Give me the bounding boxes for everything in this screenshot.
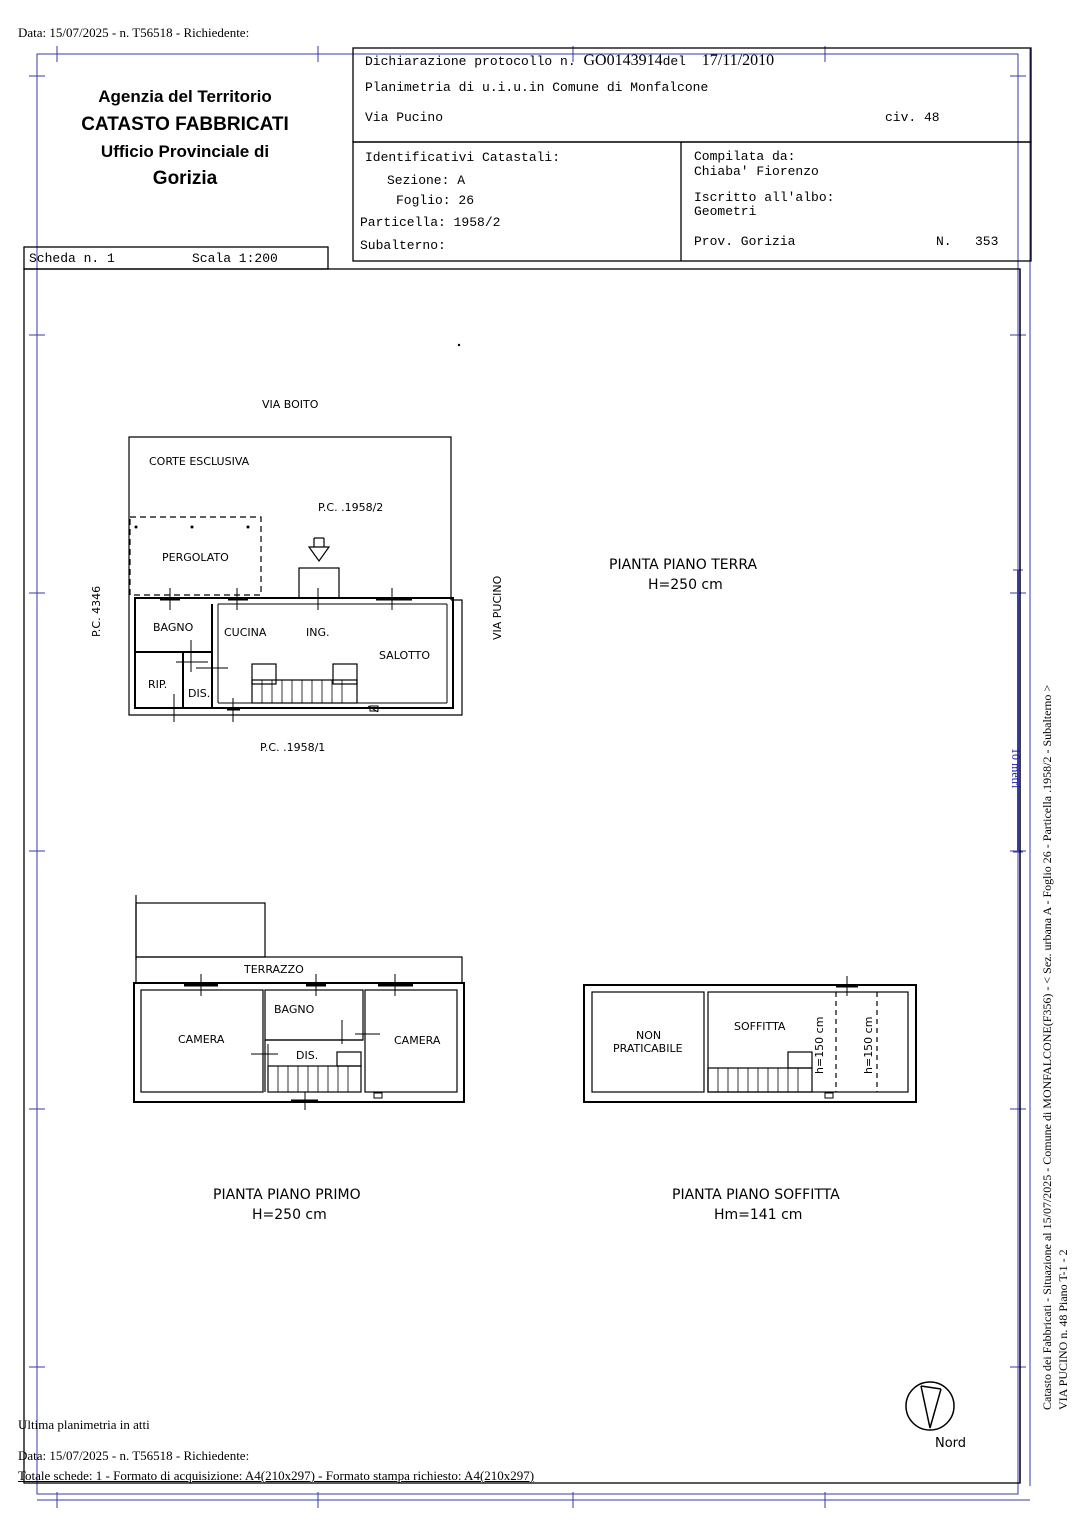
catasto-title: CATASTO FABBRICATI <box>81 114 289 135</box>
corte-label: CORTE ESCLUSIVA <box>149 455 250 468</box>
office-city: Gorizia <box>152 168 218 189</box>
office-label: Ufficio Provinciale di <box>100 142 270 161</box>
terrazzo-label: TERRAZZO <box>244 963 304 976</box>
particella: Particella: 1958/2 <box>360 215 501 230</box>
side-caption: Catasto dei Fabbricati - Situazione al 15/07/2025 - Comune di MONFALCONE(F356) - < Sez. urbana A - Foglio 26 - Particella .1958/2 - Subalterno > <box>1040 684 1054 1410</box>
attic-height-1: h=150 cm <box>813 1016 826 1074</box>
non-label: NON <box>636 1029 662 1042</box>
footer-request: Data: 15/07/2025 - n. T56518 - Richiedente: <box>18 1448 250 1463</box>
room-ingresso: ING. <box>306 626 330 639</box>
compiler-name: Chiaba' Fiorenzo <box>694 164 819 179</box>
province: Prov. Gorizia <box>694 234 796 249</box>
ground-floor-title: PIANTA PIANO TERRA <box>609 557 758 573</box>
attic-height: Hm=141 cm <box>714 1207 803 1223</box>
attic-title: PIANTA PIANO SOFFITTA <box>672 1187 840 1203</box>
room-disimpegno: DIS. <box>188 687 211 700</box>
pc-top-label: P.C. .1958/2 <box>318 501 384 514</box>
declaration-line <box>365 52 774 70</box>
agency-name: Agenzia del Territorio <box>98 87 272 106</box>
praticabile-label: PRATICABILE <box>613 1042 683 1055</box>
room-ripostiglio: RIP. <box>148 678 168 691</box>
north-label: Nord <box>935 1436 967 1451</box>
sezione: Sezione: A <box>387 173 466 188</box>
room-camera-left: CAMERA <box>178 1033 225 1046</box>
room-bagno-first: BAGNO <box>274 1003 315 1016</box>
pergolato-label: PERGOLATO <box>162 551 229 564</box>
first-floor-title: PIANTA PIANO PRIMO <box>213 1187 361 1203</box>
street-top-label: VIA BOITO <box>262 398 319 411</box>
via-pucino-label: VIA PUCINO <box>491 575 504 640</box>
room-camera-right: CAMERA <box>394 1034 441 1047</box>
side-caption-address: VIA PUCINO n. 48 Piano T-1 - 2 <box>1056 1249 1070 1410</box>
scale-label: Scala 1:200 <box>192 251 278 266</box>
first-floor-height: H=250 cm <box>252 1207 327 1223</box>
room-soffitta: SOFFITTA <box>734 1020 786 1033</box>
planimetria-line: Planimetria di u.i.u.in Comune di Monfalcone <box>365 80 709 95</box>
ground-floor-height: H=250 cm <box>648 577 723 593</box>
footer-totale: Totale schede: 1 - Formato di acquisizione: A4(210x297) - Formato stampa richiesto: A4(210x297) <box>18 1468 535 1483</box>
albo-label: Iscritto all'albo: <box>694 190 835 205</box>
register-number: 353 <box>975 234 999 249</box>
compiler-label: Compilata da: <box>694 149 796 164</box>
declaration-prefix: Dichiarazione protocollo n. <box>365 54 576 69</box>
room-cucina: CUCINA <box>224 626 267 639</box>
foglio: Foglio: 26 <box>396 193 475 208</box>
scheda-number: Scheda n. 1 <box>29 251 115 266</box>
identifiers-title: Identificativi Catastali: <box>365 150 561 165</box>
pc-left-label: P.C. 4346 <box>90 585 103 637</box>
protocol-number: GO0143914 <box>583 52 663 69</box>
scale-marker-label: 10 metri <box>1009 748 1023 789</box>
civic-number: civ. 48 <box>885 110 940 125</box>
room-bagno: BAGNO <box>153 621 194 634</box>
pc-bottom-label: P.C. .1958/1 <box>260 741 326 754</box>
subalterno: Subalterno: <box>360 238 446 253</box>
room-salotto: SALOTTO <box>379 649 431 662</box>
register-n-label: N. <box>936 234 952 249</box>
del-label: del <box>662 54 686 69</box>
declaration-date: 17/11/2010 <box>701 52 775 69</box>
albo-value: Geometri <box>694 204 757 219</box>
north-arrow-icon <box>906 1382 954 1430</box>
agency-block <box>60 84 310 194</box>
room-disimpegno-first: DIS. <box>296 1049 319 1062</box>
request-header: Data: 15/07/2025 - n. T56518 - Richiedente: <box>18 25 250 40</box>
attic-height-2: h=150 cm <box>862 1016 875 1074</box>
street-name: Via Pucino <box>365 110 444 125</box>
last-plan-note: Ultima planimetria in atti <box>18 1417 150 1432</box>
